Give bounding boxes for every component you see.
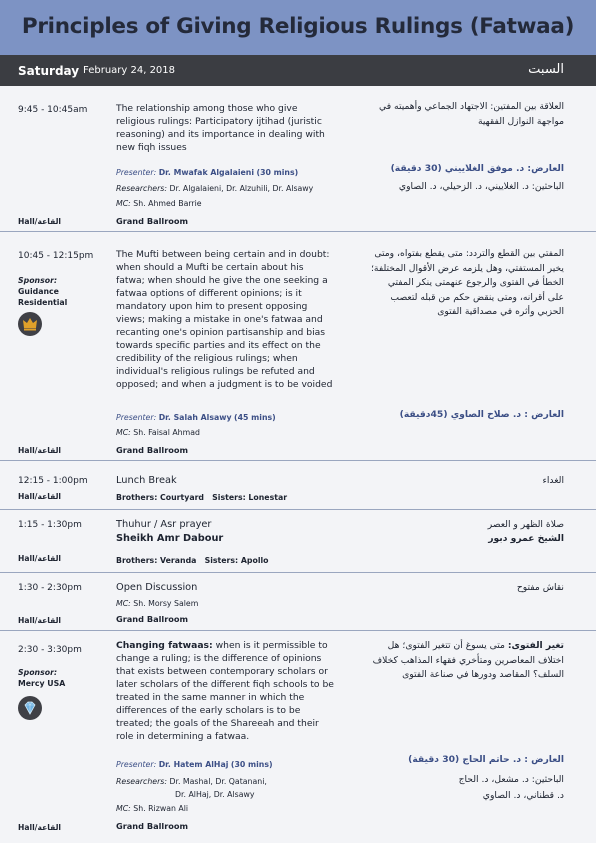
- title-line: individual's religious rulings be refuted and: [116, 366, 315, 377]
- arabic-line: السلف؟ المقاصد ودورها في صناعة الفتوى: [402, 669, 564, 680]
- page-header: [0, 0, 596, 55]
- researchers-arabic: الباحثين: د. الغلاييني، د. الزحيلي، د. الصاوي: [398, 181, 564, 192]
- title-line: towards specific parties and its effect on the: [116, 340, 321, 351]
- presenter-arabic: العارض : د. حاتم الحاج (30 دقيقة): [408, 754, 564, 765]
- researchers-label: Researchers:: [116, 777, 167, 786]
- arabic-line: العلاقة بين المفتين: الاجتهاد الجماعي وأهميته في: [379, 101, 564, 112]
- sponsor-label: Sponsor:: [18, 668, 58, 677]
- presenter-arabic: العارض : د. صلاح الصاوي (45دقيقة): [399, 409, 564, 420]
- mc-value: Sh. Ahmed Barrie: [133, 199, 202, 208]
- presenter-label: Presenter:: [116, 413, 157, 422]
- speaker-name: Sheikh Amr Dabour: [116, 533, 224, 544]
- venue: Grand Ballroom: [116, 445, 189, 455]
- hall-label: Hall/القاعة: [18, 554, 62, 563]
- venue: Grand Ballroom: [116, 614, 189, 624]
- title-line: when should a Mufti be certain about his: [116, 262, 304, 273]
- session-title: Thuhur / Asr prayer: [116, 519, 212, 530]
- title-line: later scholars of the different fiqh schools to be: [116, 679, 334, 690]
- presenter-name: Dr. Mwafak Algalaieni: [158, 168, 255, 177]
- mc-line: [116, 802, 346, 815]
- mc-label: MC:: [116, 599, 131, 608]
- arabic-line-rest: متى يسوغ أن تتغير الفتوى؛ هل: [387, 640, 508, 651]
- mc-value: Sh. Morsy Salem: [133, 599, 199, 608]
- mc-label: MC:: [116, 804, 131, 813]
- presenter-line: [116, 758, 346, 771]
- presenter-label: Presenter:: [116, 168, 157, 177]
- session-title-arabic: الغداء: [542, 475, 564, 486]
- presenter-name: Dr. Salah Alsawy: [158, 413, 232, 422]
- title-line: fatwaa options of different opinions; is it: [116, 288, 302, 299]
- locations-line: [116, 554, 346, 567]
- title-bold: Changing fatwaas:: [116, 640, 213, 651]
- title-line: fatwa; when should he give the one seeking a: [116, 275, 328, 286]
- arabic-line: الخطأ في الفتوى والرجوع عنهمتى ينكر المفتي: [387, 277, 564, 288]
- presenter-duration: (45 mins): [234, 413, 276, 422]
- divider: [0, 630, 596, 631]
- title-line: change a ruling; is the difference of opinions: [116, 653, 322, 664]
- session-title-arabic: [354, 247, 564, 320]
- venue: Grand Ballroom: [116, 216, 189, 226]
- arabic-line: مواجهة النوازل الفقهية: [477, 115, 564, 127]
- researchers-line: [116, 182, 346, 195]
- session-title-arabic: صلاة الظهر و العصر: [487, 519, 564, 530]
- arabic-line: على أقرانه، ومتى ينقض حكم من قبله لتعصب: [390, 291, 564, 303]
- title-line: religious rulings: Participatory ijtihad (juristic: [116, 116, 322, 127]
- brothers-location: Brothers: Courtyard: [116, 493, 205, 502]
- title-line: opposed; and when a judgment is to be voided: [116, 379, 333, 390]
- title-line: role in determining a fatwaa.: [116, 731, 250, 742]
- session-title: [116, 639, 346, 743]
- page-title: Principles of Giving Religious Rulings (Fatwaa): [21, 14, 575, 39]
- session-title-arabic: [354, 639, 564, 683]
- title-line: treated; the goals of the Shareeah and their: [116, 718, 319, 729]
- presenter-line: [116, 411, 346, 424]
- venue: Grand Ballroom: [116, 821, 189, 831]
- title-line: credibility of the religious rulings; when: [116, 353, 298, 364]
- session-time: 10:45 - 12:15pm: [18, 251, 94, 261]
- day-label-arabic: السبت: [528, 62, 564, 77]
- hall-label: Hall/القاعة: [18, 492, 62, 501]
- title-line: new fiqh issues: [116, 142, 187, 153]
- mc-line: [116, 426, 346, 439]
- hall-label: Hall/القاعة: [18, 446, 62, 455]
- researchers-label: Researchers:: [116, 184, 167, 193]
- divider: [0, 572, 596, 573]
- session-time: 2:30 - 3:30pm: [18, 645, 82, 655]
- mc-line: [116, 597, 346, 610]
- session-title: Lunch Break: [116, 475, 177, 486]
- title-line: [116, 639, 346, 652]
- diamond-icon: [18, 696, 42, 720]
- title-line: The relationship among those who give: [116, 103, 298, 114]
- title-line: differences of the early scholars is to be: [116, 705, 301, 716]
- sponsor-name: Mercy USA: [18, 679, 66, 688]
- title-line: recanting one's opinion partisanship and bias: [116, 327, 326, 338]
- mc-value: Sh. Faisal Ahmad: [133, 428, 200, 437]
- day-bar: [0, 55, 596, 86]
- divider: [0, 509, 596, 510]
- arabic-line: يخير المستفتي، وهل يلزمه عرض الأقوال المختلفة؛: [370, 262, 564, 274]
- locations-line: [116, 491, 346, 504]
- title-line: mandatory upon him to present opposing: [116, 301, 308, 312]
- session-title-arabic: نقاش مفتوح: [516, 582, 564, 593]
- presenter-duration: (30 mins): [230, 760, 273, 769]
- hall-label: Hall/القاعة: [18, 616, 62, 625]
- mc-label: MC:: [116, 199, 131, 208]
- session-title: [116, 248, 346, 391]
- divider: [0, 460, 596, 461]
- date-label: February 24, 2018: [83, 65, 176, 76]
- mc-line: [116, 197, 346, 210]
- researchers-line-2: Dr. AlHaj, Dr. Alsawy: [175, 790, 255, 799]
- researchers-value: Dr. Mashal, Dr. Qatanani,: [169, 777, 267, 786]
- researchers-line: [116, 775, 346, 788]
- mc-value: Sh. Rizwan Ali: [133, 804, 189, 813]
- session-time: 12:15 - 1:00pm: [18, 476, 88, 486]
- sponsor-name: Guidance Residential: [18, 287, 68, 307]
- researchers-value: Dr. Algalaieni, Dr. Alzuhili, Dr. Alsawy: [169, 184, 314, 193]
- arabic-line: [354, 639, 564, 654]
- hall-label: Hall/القاعة: [18, 823, 62, 832]
- session-time: 9:45 - 10:45am: [18, 105, 88, 115]
- title-line: that exists between contemporary scholars or: [116, 666, 328, 677]
- arabic-line: اختلاف المعاصرين ومتأخري فقهاء المذاهب كخلاف: [372, 654, 564, 666]
- crown-icon: [18, 312, 42, 336]
- title-line: views; making a mistake in one's fatwaa and: [116, 314, 323, 325]
- divider: [0, 231, 596, 232]
- arabic-title-bold: تغير الفتوى:: [507, 640, 564, 651]
- session-title: [116, 102, 346, 154]
- title-line-rest: when is it permissible to: [212, 640, 328, 651]
- session-time: 1:30 - 2:30pm: [18, 583, 82, 593]
- researchers-arabic: الباحثين: د. مشعل، د. الحاج: [458, 774, 564, 785]
- schedule-body: [0, 86, 596, 843]
- session-title-arabic: [354, 100, 564, 129]
- title-line: treated in the same manner in which the: [116, 692, 305, 703]
- sponsor-label: Sponsor:: [18, 276, 58, 285]
- presenter-label: Presenter:: [116, 760, 157, 769]
- presenter-line: [116, 166, 346, 179]
- researchers-arabic-2: د. قطناني، د. الصاوي: [482, 790, 564, 801]
- session-time: 1:15 - 1:30pm: [18, 520, 82, 530]
- arabic-line: الحزبي وأثره في مصداقية الفتوى: [437, 306, 564, 317]
- arabic-line: المفتي بين القطع والتردد: متى يقطع بفتواه، ومتى: [374, 248, 564, 259]
- session-title: Open Discussion: [116, 582, 198, 593]
- presenter-arabic: العارض: د. موفق الغلاييني (30 دقيقة): [390, 163, 564, 174]
- sisters-location: Sisters: Apollo: [204, 556, 269, 565]
- title-line: The Mufti between being certain and in doubt:: [116, 249, 330, 260]
- sisters-location: Sisters: Lonestar: [212, 493, 288, 502]
- presenter-duration: (30 mins): [256, 168, 299, 177]
- day-label: Saturday: [18, 64, 80, 78]
- mc-label: MC:: [116, 428, 131, 437]
- title-line: reasoning) and its importance in dealing with: [116, 129, 325, 140]
- presenter-name: Dr. Hatem AlHaj: [158, 760, 229, 769]
- brothers-location: Brothers: Veranda: [116, 556, 197, 565]
- hall-label: Hall/القاعة: [18, 217, 62, 226]
- speaker-name-arabic: الشيخ عمرو دبور: [488, 533, 564, 544]
